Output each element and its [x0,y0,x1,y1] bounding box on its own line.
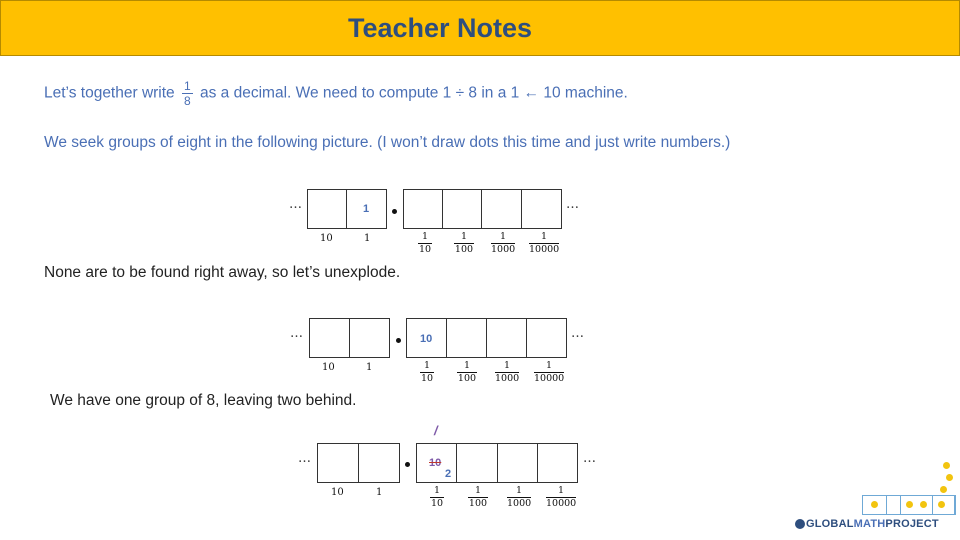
thousandths-cell [481,189,522,229]
label-one: 1 [366,362,373,373]
globe-icon [795,519,805,529]
logo-dot [906,501,913,508]
ten-thousandths-cell [526,318,567,358]
label-tenth: 1 10 [420,360,434,384]
label-tenth: 1 10 [418,231,432,255]
label-thousandth: 1 1000 [495,360,520,384]
label-ten: 10 [322,362,335,373]
tens-cell [307,189,347,229]
seek-text: We seek groups of eight in the following picture. (I won’t draw dots this time and just write numbers.) [44,134,731,151]
fraction-one-eighth [182,80,193,107]
right-ellipsis: … [583,451,596,466]
logo-dot [871,501,878,508]
thousandths-cell [486,318,527,358]
logo-grid [862,495,956,515]
label-one: 1 [376,487,383,498]
label-tenth: 1 10 [430,485,444,509]
label-ten: 10 [331,487,344,498]
tens-cell [317,443,359,483]
logo-text: GLOBALMATHPROJECT [806,518,939,530]
label-ten-thousandth: 1 10000 [534,360,565,384]
group-mark: / [434,423,438,438]
step1-text: None are to be found right away, so let’s unexplode. [44,264,401,281]
label-hundredth: 1 100 [468,485,488,509]
intro-text-2: as a decimal. We need to compute 1 ÷ 8 in a 1 ← 10 machine. [200,84,628,102]
tens-cell [309,318,350,358]
label-hundredth: 1 100 [454,231,474,255]
tenths-value: 10 [420,333,433,345]
ones-cell [358,443,400,483]
right-ellipsis: … [571,326,584,341]
logo-dot [946,474,953,481]
step2-text: We have one group of 8, leaving two behind. [50,392,357,409]
logo-dot [943,462,950,469]
label-ten-thousandth: 1 10000 [546,485,577,509]
label-thousandth: 1 1000 [491,231,516,255]
logo-dot [938,501,945,508]
remaining-value: 2 [445,468,452,480]
label-hundredth: 1 100 [457,360,477,384]
hundredths-cell [446,318,487,358]
hundredths-cell [442,189,482,229]
left-ellipsis: … [290,326,303,341]
decimal-point [396,338,401,343]
decimal-point [405,462,410,467]
thousandths-cell [497,443,538,483]
label-ten-thousandth: 1 10000 [529,231,560,255]
tenths-cell [403,189,443,229]
ten-thousandths-cell [521,189,562,229]
fraction-numerator: 1 [184,79,191,93]
logo-dot [920,501,927,508]
right-ellipsis: … [566,197,579,212]
intro-text-1: Let’s together write [44,84,175,102]
left-ellipsis: … [289,197,302,212]
label-ten: 10 [320,233,333,244]
hundredths-cell [456,443,498,483]
ones-cell [349,318,390,358]
label-thousandth: 1 1000 [507,485,532,509]
fraction-denominator: 8 [184,94,191,108]
logo-dot [940,486,947,493]
left-ellipsis: … [298,451,311,466]
ones-value: 1 [363,203,370,215]
label-one: 1 [364,233,371,244]
page-title: Teacher Notes [348,13,533,43]
intro-line [44,80,628,107]
crossed-out-value: 10 [429,457,442,469]
decimal-point [392,209,397,214]
header-bar [0,0,960,56]
ten-thousandths-cell [537,443,578,483]
